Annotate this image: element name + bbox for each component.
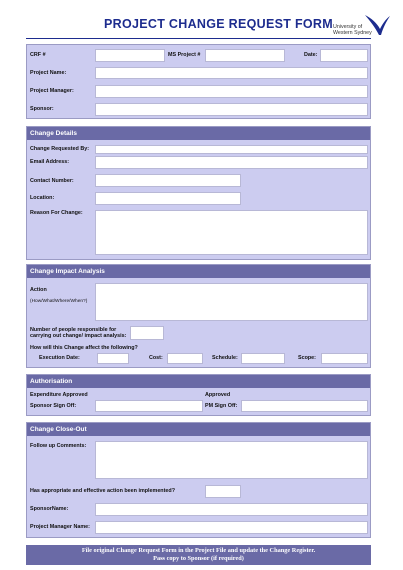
- location-field[interactable]: [95, 192, 241, 205]
- pm-signoff-field[interactable]: [241, 400, 368, 412]
- implemented-field[interactable]: [205, 485, 241, 498]
- people-field[interactable]: [130, 326, 164, 340]
- title-rule: [26, 38, 371, 39]
- reason-label: Reason For Change:: [30, 210, 83, 216]
- project-name-label: Project Name:: [30, 70, 67, 76]
- scope-field[interactable]: [321, 353, 368, 364]
- pm-name-field[interactable]: [95, 521, 368, 534]
- email-field[interactable]: [95, 156, 368, 169]
- action-label: Action: [30, 287, 47, 293]
- cost-label: Cost:: [149, 355, 163, 361]
- pm-name-label: Project Manager Name:: [30, 524, 90, 530]
- footer-banner: [26, 545, 371, 565]
- sponsor-name-label: SponsorName:: [30, 506, 69, 512]
- closeout-section: [26, 422, 371, 538]
- page-title: PROJECT CHANGE REQUEST FORM: [104, 17, 333, 31]
- authorisation-heading: Authorisation: [27, 375, 370, 388]
- schedule-field[interactable]: [241, 353, 285, 364]
- contact-label: Contact Number:: [30, 178, 74, 184]
- project-manager-field[interactable]: [95, 85, 368, 98]
- sponsor-label: Sponsor:: [30, 106, 54, 112]
- change-details-heading: Change Details: [27, 127, 370, 140]
- scope-label: Scope:: [298, 355, 316, 361]
- location-label: Location:: [30, 195, 55, 201]
- sponsor-field[interactable]: [95, 103, 368, 116]
- ms-project-label: MS Project #: [168, 52, 201, 58]
- change-details-section: [26, 126, 371, 260]
- pm-signoff-label: PM Sign Off:: [205, 403, 238, 409]
- schedule-label: Schedule:: [212, 355, 238, 361]
- impact-heading: Change Impact Analysis: [27, 265, 370, 278]
- date-label: Date:: [304, 52, 318, 58]
- sponsor-signoff-field[interactable]: [95, 400, 203, 412]
- project-name-field[interactable]: [95, 67, 368, 79]
- logo-line-1: University of: [333, 24, 363, 30]
- approved-label: Approved: [205, 392, 231, 398]
- project-manager-label: Project Manager:: [30, 88, 74, 94]
- requested-by-label: Change Requested By:: [30, 146, 90, 152]
- impact-section: [26, 264, 371, 368]
- execution-date-label: Execution Date:: [39, 355, 80, 361]
- requested-by-field[interactable]: [95, 145, 368, 154]
- logo-text: [333, 24, 377, 36]
- crf-field[interactable]: [95, 49, 165, 62]
- crf-label: CRF #: [30, 52, 46, 58]
- date-field[interactable]: [320, 49, 368, 62]
- authorisation-section: [26, 374, 371, 416]
- footer-line-1: File original Change Request Form in the Project File and update the Change Register.: [81, 547, 316, 554]
- footer-line-2: Pass copy to Sponsor (if required): [153, 555, 244, 562]
- action-field[interactable]: [95, 283, 368, 321]
- execution-date-field[interactable]: [97, 353, 129, 364]
- contact-field[interactable]: [95, 174, 241, 187]
- ms-project-field[interactable]: [205, 49, 285, 62]
- closeout-heading: Change Close-Out: [27, 423, 370, 436]
- logo-line-2: Western Sydney: [333, 30, 372, 36]
- affect-label: How will this Change affect the following?: [30, 345, 138, 351]
- follow-up-field[interactable]: [95, 441, 368, 479]
- sponsor-signoff-label: Sponsor Sign Off:: [30, 403, 77, 409]
- reason-field[interactable]: [95, 210, 368, 255]
- email-label: Email Address:: [30, 159, 70, 165]
- implemented-label: Has appropriate and effective action been implemented?: [30, 488, 175, 494]
- people-label-line2: carrying out change/ impact analysis:: [30, 333, 127, 339]
- header-section: [26, 44, 371, 119]
- follow-up-label: Follow up Comments:: [30, 443, 87, 449]
- cost-field[interactable]: [167, 353, 203, 364]
- action-hint: (How/What/Where/When?): [30, 299, 88, 304]
- people-label-line1: Number of people responsible for: [30, 327, 117, 333]
- sponsor-name-field[interactable]: [95, 503, 368, 516]
- expenditure-label: Expenditure Approved: [30, 392, 88, 398]
